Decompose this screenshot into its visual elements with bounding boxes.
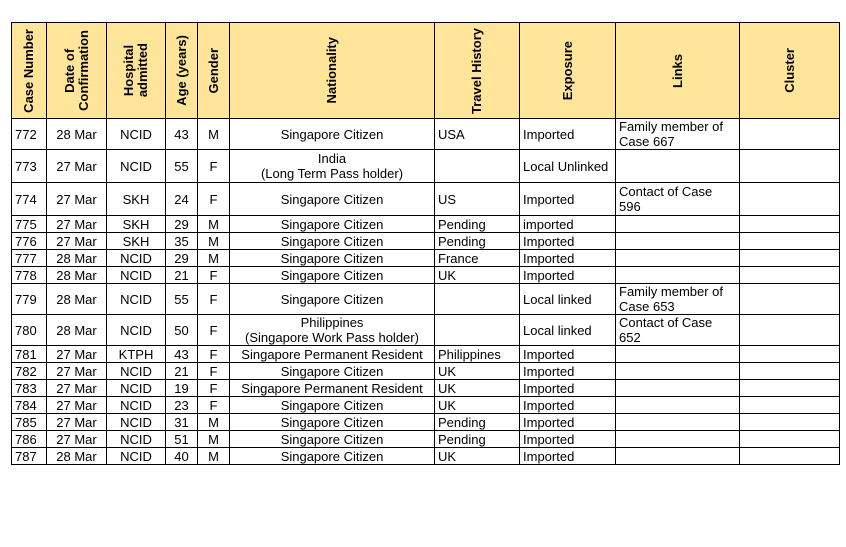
links-cell: Family member of Case 667 — [616, 119, 740, 150]
links-cell — [616, 216, 740, 233]
case-number-cell: 772 — [12, 119, 47, 150]
hospital-cell: NCID — [107, 119, 166, 150]
date-cell: 27 Mar — [47, 346, 107, 363]
date-cell: 27 Mar — [47, 431, 107, 448]
age-cell: 24 — [166, 183, 198, 216]
case-number-cell: 773 — [12, 150, 47, 183]
header-date-of-confirmation: Date of Confirmation — [47, 23, 107, 119]
table-row — [12, 315, 840, 346]
date-cell: 27 Mar — [47, 150, 107, 183]
travel-history-cell: Philippines — [435, 346, 520, 363]
hospital-cell: NCID — [107, 363, 166, 380]
nationality-cell: Singapore Citizen — [230, 414, 435, 431]
cluster-cell — [740, 363, 840, 380]
date-cell: 27 Mar — [47, 233, 107, 250]
table-body — [12, 119, 840, 465]
age-cell: 19 — [166, 380, 198, 397]
nationality-cell: Singapore Citizen — [230, 284, 435, 315]
age-cell: 51 — [166, 431, 198, 448]
date-cell: 27 Mar — [47, 183, 107, 216]
travel-history-cell: UK — [435, 448, 520, 465]
age-cell: 21 — [166, 267, 198, 284]
links-cell — [616, 250, 740, 267]
links-cell — [616, 150, 740, 183]
table-row — [12, 250, 840, 267]
date-cell: 28 Mar — [47, 315, 107, 346]
gender-cell: F — [198, 183, 230, 216]
date-cell: 27 Mar — [47, 397, 107, 414]
case-number-cell: 774 — [12, 183, 47, 216]
age-cell: 43 — [166, 119, 198, 150]
exposure-cell: Local linked — [520, 284, 616, 315]
hospital-cell: NCID — [107, 250, 166, 267]
date-cell: 28 Mar — [47, 250, 107, 267]
case-number-cell: 779 — [12, 284, 47, 315]
header-exposure: Exposure — [520, 23, 616, 119]
travel-history-cell: Pending — [435, 233, 520, 250]
header-gender: Gender — [198, 23, 230, 119]
table-row — [12, 233, 840, 250]
links-cell — [616, 363, 740, 380]
cluster-cell — [740, 284, 840, 315]
exposure-cell: Local Unlinked — [520, 150, 616, 183]
header-row — [12, 23, 840, 119]
links-cell — [616, 380, 740, 397]
date-cell: 27 Mar — [47, 363, 107, 380]
travel-history-cell: UK — [435, 380, 520, 397]
hospital-cell: NCID — [107, 414, 166, 431]
links-cell — [616, 397, 740, 414]
gender-cell: M — [198, 414, 230, 431]
nationality-cell: Singapore Citizen — [230, 431, 435, 448]
header-links: Links — [616, 23, 740, 119]
exposure-cell: imported — [520, 216, 616, 233]
nationality-cell: Singapore Citizen — [230, 448, 435, 465]
age-cell: 50 — [166, 315, 198, 346]
case-number-cell: 777 — [12, 250, 47, 267]
case-number-cell: 783 — [12, 380, 47, 397]
case-number-cell: 782 — [12, 363, 47, 380]
nationality-cell: Singapore Citizen — [230, 363, 435, 380]
hospital-cell: NCID — [107, 150, 166, 183]
exposure-cell: Imported — [520, 448, 616, 465]
date-cell: 28 Mar — [47, 267, 107, 284]
nationality-cell: Singapore Citizen — [230, 397, 435, 414]
cluster-cell — [740, 448, 840, 465]
hospital-cell: NCID — [107, 448, 166, 465]
hospital-cell: SKH — [107, 216, 166, 233]
hospital-cell: SKH — [107, 233, 166, 250]
case-number-cell: 780 — [12, 315, 47, 346]
hospital-cell: NCID — [107, 431, 166, 448]
age-cell: 35 — [166, 233, 198, 250]
date-cell: 28 Mar — [47, 284, 107, 315]
exposure-cell: Imported — [520, 380, 616, 397]
cluster-cell — [740, 183, 840, 216]
travel-history-cell: US — [435, 183, 520, 216]
cluster-cell — [740, 380, 840, 397]
travel-history-cell — [435, 150, 520, 183]
gender-cell: F — [198, 284, 230, 315]
header-cluster: Cluster — [740, 23, 840, 119]
case-number-cell: 775 — [12, 216, 47, 233]
travel-history-cell — [435, 284, 520, 315]
nationality-cell: Singapore Citizen — [230, 119, 435, 150]
age-cell: 29 — [166, 216, 198, 233]
travel-history-cell: UK — [435, 397, 520, 414]
age-cell: 40 — [166, 448, 198, 465]
exposure-cell: Imported — [520, 363, 616, 380]
hospital-cell: NCID — [107, 397, 166, 414]
cluster-cell — [740, 250, 840, 267]
nationality-cell: Singapore Citizen — [230, 183, 435, 216]
gender-cell: M — [198, 119, 230, 150]
travel-history-cell: Pending — [435, 216, 520, 233]
exposure-cell: Imported — [520, 414, 616, 431]
exposure-cell: Imported — [520, 267, 616, 284]
cluster-cell — [740, 315, 840, 346]
travel-history-cell: France — [435, 250, 520, 267]
case-number-cell: 786 — [12, 431, 47, 448]
travel-history-cell: UK — [435, 267, 520, 284]
links-cell — [616, 267, 740, 284]
links-cell: Family member of Case 653 — [616, 284, 740, 315]
gender-cell: F — [198, 150, 230, 183]
travel-history-cell: Pending — [435, 414, 520, 431]
age-cell: 29 — [166, 250, 198, 267]
links-cell — [616, 233, 740, 250]
age-cell: 55 — [166, 284, 198, 315]
table-row — [12, 183, 840, 216]
gender-cell: M — [198, 216, 230, 233]
hospital-cell: NCID — [107, 315, 166, 346]
table-row — [12, 284, 840, 315]
case-number-cell: 778 — [12, 267, 47, 284]
gender-cell: F — [198, 267, 230, 284]
gender-cell: M — [198, 233, 230, 250]
header-case-number: Case Number — [12, 23, 47, 119]
exposure-cell: Imported — [520, 183, 616, 216]
gender-cell: F — [198, 363, 230, 380]
date-cell: 27 Mar — [47, 380, 107, 397]
case-number-cell: 787 — [12, 448, 47, 465]
nationality-cell: Singapore Citizen — [230, 250, 435, 267]
cluster-cell — [740, 119, 840, 150]
age-cell: 55 — [166, 150, 198, 183]
gender-cell: F — [198, 397, 230, 414]
nationality-cell: India (Long Term Pass holder) — [230, 150, 435, 183]
header-hospital-admitted: Hospital admitted — [107, 23, 166, 119]
cluster-cell — [740, 233, 840, 250]
hospital-cell: NCID — [107, 267, 166, 284]
nationality-cell: Singapore Citizen — [230, 267, 435, 284]
gender-cell: M — [198, 250, 230, 267]
age-cell: 31 — [166, 414, 198, 431]
date-cell: 27 Mar — [47, 414, 107, 431]
hospital-cell: KTPH — [107, 346, 166, 363]
table-row — [12, 267, 840, 284]
table-row — [12, 150, 840, 183]
exposure-cell: Imported — [520, 250, 616, 267]
travel-history-cell — [435, 315, 520, 346]
table-row — [12, 380, 840, 397]
links-cell — [616, 346, 740, 363]
table-row — [12, 346, 840, 363]
cluster-cell — [740, 346, 840, 363]
hospital-cell: NCID — [107, 380, 166, 397]
cluster-cell — [740, 431, 840, 448]
exposure-cell: Imported — [520, 233, 616, 250]
date-cell: 27 Mar — [47, 216, 107, 233]
nationality-cell: Singapore Citizen — [230, 233, 435, 250]
cases-table — [11, 22, 840, 465]
header-age: Age (years) — [166, 23, 198, 119]
case-number-cell: 784 — [12, 397, 47, 414]
cluster-cell — [740, 267, 840, 284]
cluster-cell — [740, 150, 840, 183]
header-travel-history: Travel History — [435, 23, 520, 119]
nationality-cell: Singapore Permanent Resident — [230, 346, 435, 363]
links-cell — [616, 431, 740, 448]
gender-cell: M — [198, 431, 230, 448]
hospital-cell: SKH — [107, 183, 166, 216]
age-cell: 21 — [166, 363, 198, 380]
date-cell: 28 Mar — [47, 448, 107, 465]
gender-cell: F — [198, 380, 230, 397]
nationality-cell: Philippines (Singapore Work Pass holder) — [230, 315, 435, 346]
exposure-cell: Local linked — [520, 315, 616, 346]
case-number-cell: 785 — [12, 414, 47, 431]
cluster-cell — [740, 414, 840, 431]
table-row — [12, 216, 840, 233]
table-row — [12, 414, 840, 431]
exposure-cell: Imported — [520, 346, 616, 363]
age-cell: 23 — [166, 397, 198, 414]
case-number-cell: 781 — [12, 346, 47, 363]
travel-history-cell: UK — [435, 363, 520, 380]
table-row — [12, 119, 840, 150]
links-cell — [616, 448, 740, 465]
links-cell: Contact of Case 596 — [616, 183, 740, 216]
table-row — [12, 363, 840, 380]
case-number-cell: 776 — [12, 233, 47, 250]
date-cell: 28 Mar — [47, 119, 107, 150]
gender-cell: F — [198, 346, 230, 363]
cluster-cell — [740, 216, 840, 233]
hospital-cell: NCID — [107, 284, 166, 315]
table-row — [12, 397, 840, 414]
table-row — [12, 431, 840, 448]
exposure-cell: Imported — [520, 397, 616, 414]
table-row — [12, 448, 840, 465]
age-cell: 43 — [166, 346, 198, 363]
nationality-cell: Singapore Permanent Resident — [230, 380, 435, 397]
cluster-cell — [740, 397, 840, 414]
links-cell — [616, 414, 740, 431]
gender-cell: F — [198, 315, 230, 346]
links-cell: Contact of Case 652 — [616, 315, 740, 346]
gender-cell: M — [198, 448, 230, 465]
exposure-cell: Imported — [520, 431, 616, 448]
travel-history-cell: USA — [435, 119, 520, 150]
header-nationality: Nationality — [230, 23, 435, 119]
nationality-cell: Singapore Citizen — [230, 216, 435, 233]
exposure-cell: Imported — [520, 119, 616, 150]
travel-history-cell: Pending — [435, 431, 520, 448]
